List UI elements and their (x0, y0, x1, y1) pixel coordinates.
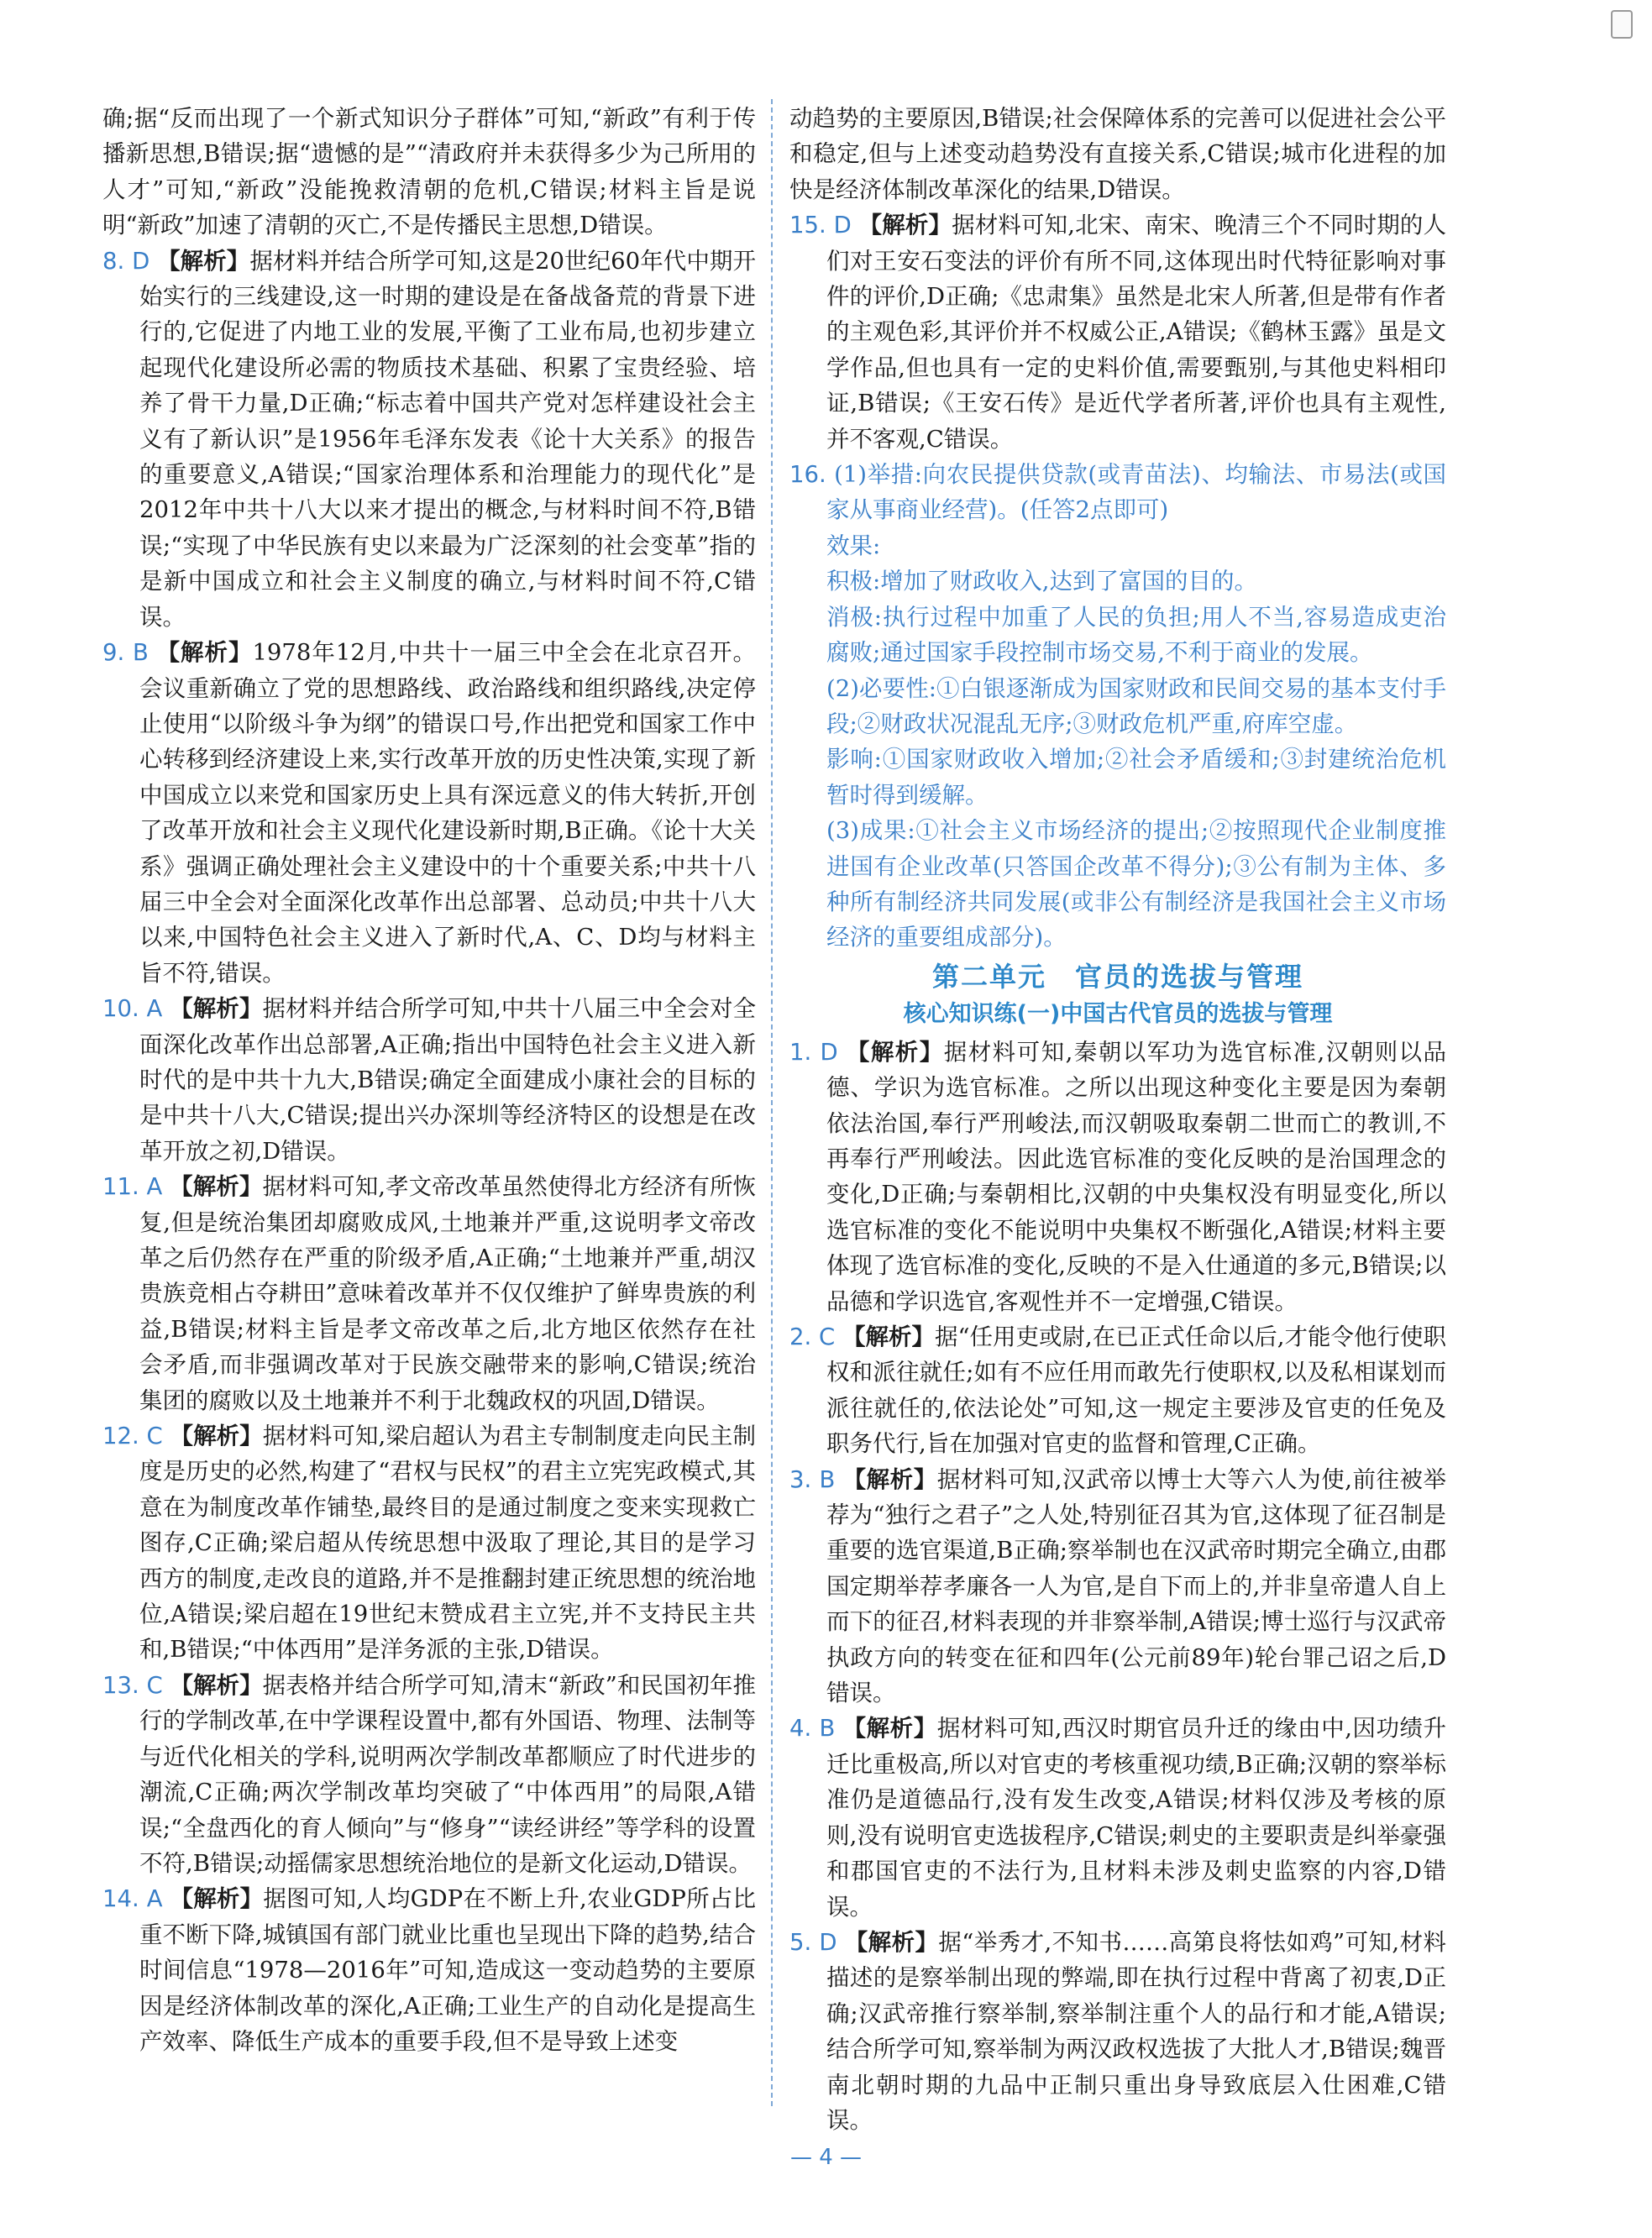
answer-letter: D (820, 1038, 838, 1066)
question-number: 15. (789, 212, 826, 239)
answer-letter: A (146, 995, 163, 1023)
column-divider (771, 99, 773, 2106)
analysis-text: 据材料可知,北宋、南宋、晚清三个不同时期的人们对王安石变法的评价有所不同,这体现出时代特征影响对事件的评价,D正确;《忠肃集》虽然是北宋人所著,但是带有作者的主观色彩,其评价并不权威公正,A错误;《鹤林玉露》虽是文学作品,但也具有一定的史料价值,需要甄别,与其他史料相印证,B错误;《王安石传》是近代学者所著,评价也具有主观性,并不客观,C错误。 (826, 212, 1446, 453)
answer-16-line: 消极:执行过程中加重了人民的负担;用人不当,容易造成吏治腐败;通过国家手段控制市场交易,不利于商业的发展。 (826, 603, 1446, 667)
question-number: 12. (102, 1423, 139, 1450)
analysis-text: 据材料并结合所学可知,这是20世纪60年代中期开始实行的三线建设,这一时期的建设是在备战备荒的背景下进行的,它促进了内地工业的发展,平衡了工业布局,也初步建立起现代化建设所必需的物质技术基础、积累了宝贵经验、培养了骨干力量,D正确;“标志着中国共产党对怎样建设社会主义有了新认识”是1956年毛泽东发表《论十大关系》的报告的重要意义,A错误;“国家治理体系和治理能力的现代化”是2012年中共十八大以来才提出的概念,与材料时间不符,B错误;“实现了中华民族有史以来最为广泛深刻的社会变革”指的是新中国成立和社会主义制度的确立,与材料时间不符,C错误。 (139, 247, 756, 631)
analysis-tag: 【解析】 (842, 1323, 935, 1350)
answer-item (102, 244, 756, 635)
answer-item (789, 1925, 1446, 2138)
analysis-text: 据材料可知,西汉时期官员升迁的缘由中,因功绩升迁比重极高,所以对官吏的考核重视功绩,B正确;汉朝的察举标准仍是道德品行,没有发生改变,A错误;材料仅涉及考核的原则,没有说明官吏选拔程序,C错误;刺史的主要职责是纠举豪强和郡国官吏的不法行为,且材料未涉及刺史监察的内容,D错误。 (826, 1715, 1447, 1921)
answer-letter: B (819, 1465, 836, 1493)
answer-item (789, 1462, 1446, 1711)
answer-item (102, 635, 756, 991)
answer-letter: D (833, 212, 852, 239)
analysis-text: 据“举秀才,不知书……高第良将怯如鸡”可知,材料描述的是察举制出现的弊端,即在执行过程中背离了初衷,D正确;汉武帝推行察举制,察举制注重个人的品行和才能,A错误;结合所学可知,察举制为两汉政权选拔了大批人才,B错误;魏晋南北朝时期的九品中正制只重出身导致底层入仕困难,C错误。 (826, 1928, 1446, 2134)
right_column_top-continued-text: 动趋势的主要原因,B错误;社会保障体系的完善可以促进社会公平和稳定,但与上述变动趋势没有直接关系,C错误;城市化进程的加快是经济体制改革深化的结果,D错误。 (789, 105, 1446, 203)
analysis-tag: 【解析】 (170, 1423, 263, 1450)
question-number: 16. (789, 461, 826, 489)
question-number: 3. (789, 1465, 812, 1493)
answer-16-line: 效果: (826, 532, 881, 559)
analysis-text: 1978年12月,中共十一届三中全会在北京召开。会议重新确立了党的思想路线、政治路线和组织路线,决定停止使用“以阶级斗争为纲”的错误口号,作出把党和国家工作中心转移到经济建设上来,实行改革开放的历史性决策,实现了新中国成立以来党和国家历史上具有深远意义的伟大转折,开创了改革开放和社会主义现代化建设新时期,B正确。《论十大关系》强调正确处理社会主义建设中的十个重要关系;中共十八届三中全会对全面深化改革作出总部署、总动员;中共十八大以来,中国特色社会主义进入了新时代,A、C、D均与材料主旨不符,错误。 (139, 639, 757, 987)
question-number: 4. (789, 1715, 812, 1743)
question-number: 8. (102, 247, 125, 275)
answer-16 (789, 457, 1446, 956)
right-column (789, 101, 1446, 2138)
answer-letter: C (146, 1671, 163, 1699)
answer-item (789, 1319, 1446, 1462)
question-number: 13. (102, 1671, 139, 1699)
analysis-tag: 【解析】 (842, 1715, 937, 1743)
page-number: — 4 — (789, 2145, 863, 2170)
left_column-continued-text: 确;据“反而出现了一个新式知识分子群体”可知,“新政”有利于传播新思想,B错误;据“遗憾的是”“清政府并未获得多少为己所用的人才”可知,“新政”没能挽救清朝的危机,C错误;材料主旨是说明“新政”加速了清朝的灭亡,不是传播民主思想,D错误。 (102, 105, 756, 239)
answers-unit-1-end (789, 101, 1446, 457)
answer-16-line: 积极:增加了财政收入,达到了富国的目的。 (826, 568, 1258, 595)
answer-16-line (789, 457, 1446, 528)
analysis-text: 据材料可知,汉武帝以博士大等六人为使,前往被举荐为“独行之君子”之人处,特别征召其为官,这体现了征召制是重要的选官渠道,B正确;察举制也在汉武帝时期完全确立,由郡国定期举荐孝廉各一人为官,是自下而上的,并非皇帝遣人自上而下的征召,材料表现的并非察举制,A错误;博士巡行与汉武帝执政方向的转变在征和四年(公元前89年)轮台罪己诏之后,D错误。 (826, 1465, 1447, 1707)
answer-16-line: (2)必要性:①白银逐渐成为国家财政和民间交易的基本支付手段;②财政状况混乱无序;③财政危机严重,府库空虚。 (826, 674, 1446, 737)
question-number: 9. (102, 639, 125, 667)
analysis-text: 据材料可知,孝文帝改革虽然使得北方经济有所恢复,但是统治集团却腐败成风,土地兼并严重,这说明孝文帝改革之后仍然存在严重的阶级矛盾,A正确;“土地兼并严重,胡汉贵族竞相占夺耕田”意味着改革并不仅仅维护了鲜卑贵族的利益,B错误;材料主旨是孝文帝改革之后,北方地区依然存在社会矛盾,而非强调改革对于民族交融带来的影响,C错误;统治集团的腐败以及土地兼并不利于北魏政权的巩固,D错误。 (139, 1173, 757, 1414)
analysis-tag: 【解析】 (170, 1885, 264, 1913)
page-corner-mark (1611, 10, 1633, 39)
left-column (102, 101, 756, 2059)
analysis-tag: 【解析】 (170, 1173, 263, 1201)
answer-item (789, 1711, 1446, 1924)
answer-item (102, 1418, 756, 1668)
answer-item (789, 1035, 1446, 1319)
question-number: 14. (102, 1885, 139, 1913)
analysis-tag: 【解析】 (170, 1671, 263, 1699)
analysis-tag: 【解析】 (156, 639, 253, 667)
answer-item (102, 1881, 756, 2059)
answer-item (102, 991, 756, 1169)
answer-letter: C (819, 1323, 836, 1350)
question-number: 5. (789, 1928, 812, 1956)
answer-16-line: 影响:①国家财政收入增加;②社会矛盾缓和;③封建统治危机暂时得到缓解。 (826, 746, 1446, 809)
section-title: 核心知识练(一)中国古代官员的选拔与管理 (903, 1000, 1333, 1027)
answer-letter: D (819, 1928, 837, 1956)
answer-item (102, 1668, 756, 1881)
answer-letter: B (819, 1715, 836, 1743)
analysis-tag: 【解析】 (844, 1928, 939, 1956)
answer-letter: B (132, 639, 149, 667)
question-number: 1. (789, 1038, 812, 1066)
analysis-tag: 【解析】 (858, 212, 952, 239)
analysis-text: 据材料可知,梁启超认为君主专制制度走向民主制度是历史的必然,构建了“君权与民权”的君主立宪宪政模式,其意在为制度改革作铺垫,最终目的是通过制度之变来实现救亡图存,C正确;梁启超从传统思想中汲取了理论,其目的是学习西方的制度,走改良的道路,并不是推翻封建正统思想的统治地位,A错误;梁启超在19世纪末赞成君主立宪,并不支持民主共和,B错误;“中体西用”是洋务派的主张,D错误。 (139, 1423, 756, 1664)
answer-item (789, 207, 1446, 457)
analysis-tag: 【解析】 (846, 1038, 944, 1066)
answer-item (102, 1169, 756, 1418)
answer-16-line: (3)成果:①社会主义市场经济的提出;②按照现代企业制度推进国有企业改革(只答国企改革不得分);③公有制为主体、多种所有制经济共同发展(或非公有制经济是我国社会主义市场经济的重要组成部分)。 (826, 817, 1446, 951)
question-number: 2. (789, 1323, 812, 1350)
analysis-tag: 【解析】 (157, 247, 250, 275)
analysis-text: 据材料并结合所学可知,中共十八届三中全会对全面深化改革作出总部署,A正确;指出中国特色社会主义进入新时代的是中共十九大,B错误;确定全面建成小康社会的目标的是中共十八大,C错误;提出兴办深圳等经济特区的设想是在改革开放之初,D错误。 (139, 995, 757, 1165)
analysis-text: 据材料可知,秦朝以军功为选官标准,汉朝则以品德、学识为选官标准。之所以出现这种变化主要是因为秦朝依法治国,奉行严刑峻法,而汉朝吸取秦朝二世而亡的教训,不再奉行严刑峻法。因此选官标准的变化反映的是治国理念的变化,D正确;与秦朝相比,汉朝的中央集权没有明显变化,所以选官标准的变化不能说明中央集权不断强化,A错误;材料主要体现了选官标准的变化,反映的不是入仕通道的多元,B错误;以品德和学识选官,客观性并不一定增强,C错误。 (826, 1038, 1447, 1315)
answer-letter: A (146, 1885, 163, 1913)
answer-letter: A (146, 1173, 163, 1201)
answers-unit-2 (789, 1035, 1446, 2139)
analysis-text: 据图可知,人均GDP在不断上升,农业GDP所占比重不断下降,城镇国有部门就业比重也呈现出下降的趋势,结合时间信息“1978—2016年”可知,造成这一变动趋势的主要原因是经济体制改革的深化,A正确;工业生产的自动化是提高生产效率、降低生产成本的重要手段,但不是导致上述变 (139, 1885, 757, 2055)
question-number: 11. (102, 1173, 139, 1201)
question-number: 10. (102, 995, 139, 1023)
analysis-tag: 【解析】 (842, 1465, 937, 1493)
answer-letter: D (132, 247, 150, 275)
answer-letter: C (146, 1423, 163, 1450)
unit-title: 第二单元 官员的选拔与管理 (931, 960, 1303, 993)
analysis-text: 据“任用吏或尉,在已正式任命以后,才能令他行使职权和派往就任;如有不应任用而敢先行使职权,以及私相谋划而派往就任的,依法论处”可知,这一规定主要涉及官吏的任免及职务代行,旨在加强对官吏的监督和管理,C正确。 (826, 1323, 1446, 1458)
analysis-tag: 【解析】 (170, 995, 263, 1023)
analysis-text: 据表格并结合所学可知,清末“新政”和民国初年推行的学制改革,在中学课程设置中,都有外国语、物理、法制等与近代化相关的学科,说明两次学制改革都顺应了时代进步的潮流,C正确;两次学制改革均突破了“中体西用”的局限,A错误;“全盘西化的育人倾向”与“修身”“读经讲经”等学科的设置不符,B错误;动摇儒家思想统治地位的是新文化运动,D错误。 (139, 1671, 757, 1877)
answer-16-text: (1)举措:向农民提供贷款(或青苗法)、均输法、市易法(或国家从事商业经营)。(任答2点即可) (826, 461, 1446, 524)
